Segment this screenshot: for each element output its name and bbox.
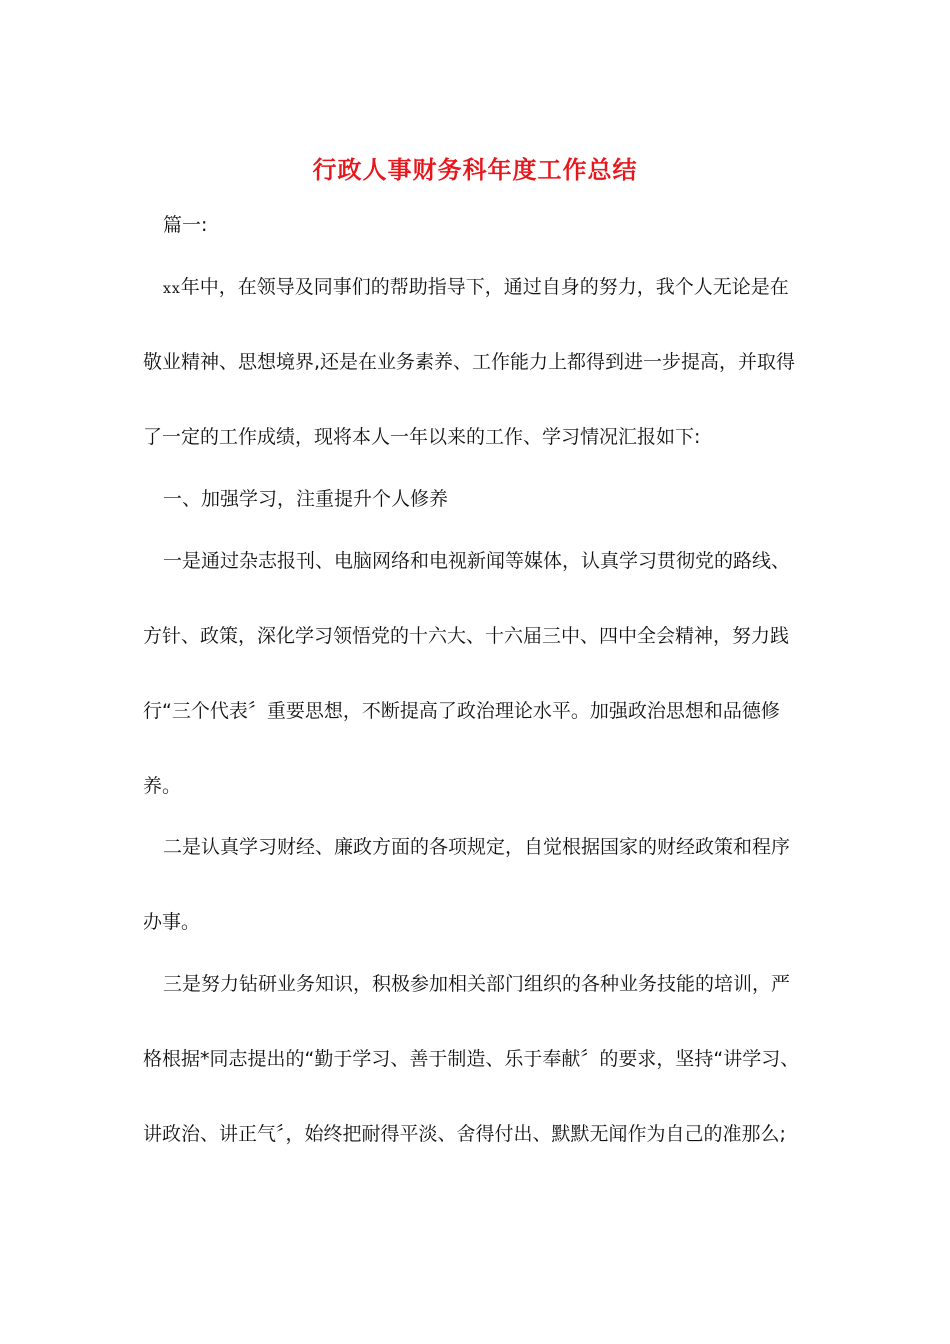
- paragraph-4-line-3: 讲政治、讲正气〞，始终把耐得平淡、舍得付出、默默无闻作为自己的准那么;: [143, 1123, 786, 1145]
- paragraph-2-line-2: 方针、政策，深化学习领悟党的十六大、十六届三中、四中全会精神，努力践: [143, 625, 790, 647]
- paragraph-1-line-2: 敬业精神、思想境界,还是在业务素养、工作能力上都得到进一步提高，并取得: [143, 351, 796, 373]
- paragraph-3-line-2: 办事。: [143, 911, 201, 933]
- paragraph-1-line-1-text: 年中，在领导及同事们的帮助指导下，通过自身的努力，我个人无论是在: [180, 276, 789, 298]
- heading-1: 一、加强学习，注重提升个人修养: [163, 488, 449, 510]
- paragraph-2-line-4: 养。: [143, 775, 182, 797]
- year-placeholder: xx: [163, 281, 181, 297]
- paragraph-4-line-2: 格根据*同志提出的“勤于学习、善于制造、乐于奉献〞的要求，坚持“讲学习、: [143, 1048, 800, 1070]
- paragraph-4-line-1: 三是努力钻研业务知识，积极参加相关部门组织的各种业务技能的培训，严: [163, 973, 791, 995]
- paragraph-2-line-1: 一是通过杂志报刊、电脑网络和电视新闻等媒体，认真学习贯彻党的路线、: [163, 550, 791, 572]
- paragraph-1-line-3: 了一定的工作成绩，现将本人一年以来的工作、学习情况汇报如下:: [143, 426, 701, 448]
- paragraph-1-line-1: [163, 274, 789, 302]
- paragraph-2-line-3: 行“三个代表〞重要思想，不断提高了政治理论水平。加强政治思想和品德修: [143, 700, 780, 722]
- paragraph-3-line-1: 二是认真学习财经、廉政方面的各项规定，自觉根据国家的财经政策和程序: [163, 836, 791, 858]
- document-title: 行政人事财务科年度工作总结: [312, 155, 638, 184]
- section-label: 篇一:: [163, 214, 208, 236]
